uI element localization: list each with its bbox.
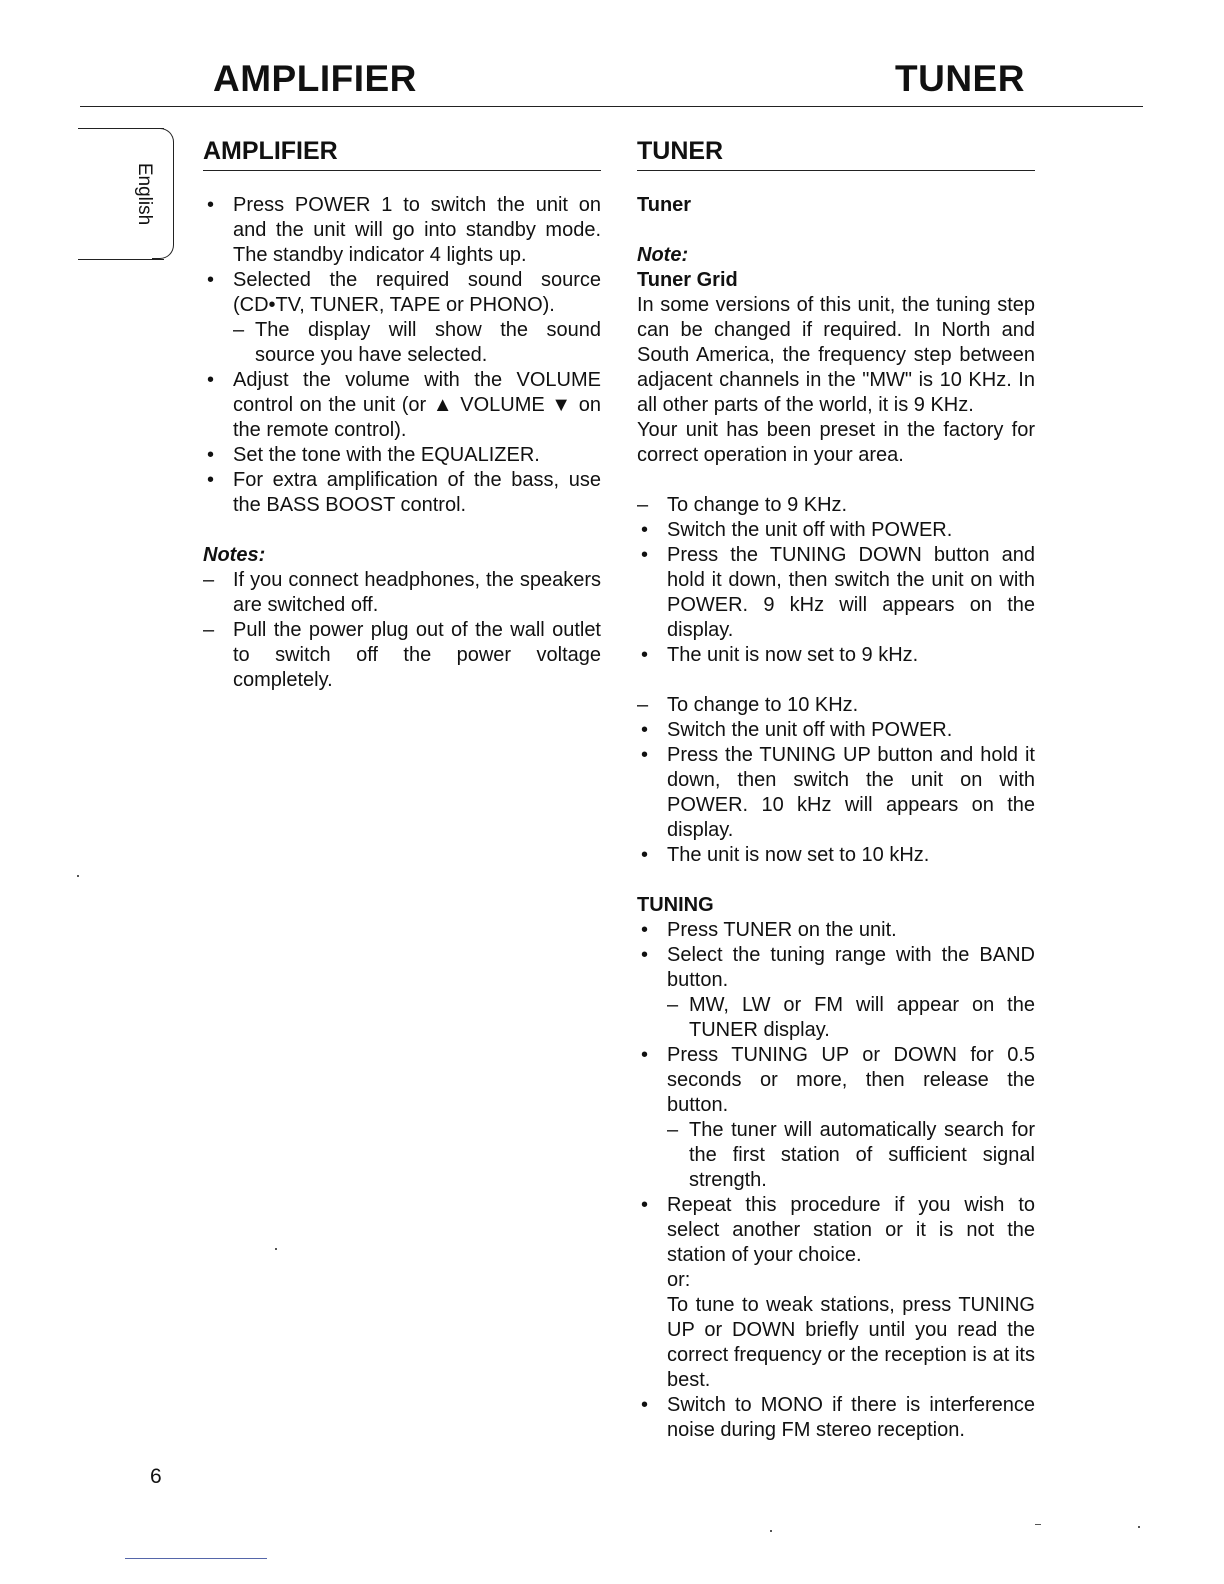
tuning-substeps (667, 1118, 1035, 1193)
spacer (203, 518, 601, 543)
change-10khz-step: • Press the TUNING UP button and hold it down, then switch the unit on with POWER. 10 kHz will appears on the display. (637, 743, 1035, 843)
spacer (637, 468, 1035, 493)
change-9khz-step: • The unit is now set to 9 kHz. (637, 643, 1035, 668)
tuner-subheading: Tuner (637, 194, 692, 216)
tuning-step (637, 1193, 1035, 1393)
language-tab-label: English (134, 162, 155, 226)
change-9khz-heading: – To change to 9 KHz. (637, 493, 1035, 518)
amplifier-substep: – The display will show the sound source you have selected. (233, 318, 601, 368)
header-right-title: TUNER (895, 58, 1025, 99)
tuning-step-text: Press TUNER on the unit. (667, 919, 897, 941)
amplifier-notes (203, 568, 601, 693)
tuning-step-text: • Repeat this procedure if you wish to select another station or it is not the station of your choice. (667, 1194, 1035, 1266)
amplifier-title: AMPLIFIER (203, 136, 601, 171)
amplifier-step-text: Adjust the volume with the VOLUME control on the unit (or ▲ VOLUME ▼ on the remote control). (233, 369, 601, 441)
header-rule (80, 106, 1143, 107)
tuner-column (637, 136, 1035, 1443)
tuning-step (637, 918, 1035, 943)
amplifier-step-text: Press POWER 1 to switch the unit on and the unit will go into standby mode. The standby indicator 4 lights up. (233, 194, 601, 266)
language-tab (78, 128, 174, 260)
scan-speck (77, 875, 79, 877)
scan-speck (770, 1530, 772, 1532)
amplifier-note: – Pull the power plug out of the wall outlet to switch off the power voltage completely. (203, 618, 601, 693)
change-9khz-step: • Press the TUNING DOWN button and hold it down, then switch the unit on with POWER. 9 kHz will appears on the display. (637, 543, 1035, 643)
page-number: 6 (150, 1465, 162, 1488)
tuning-step-text: Switch to MONO if there is interference noise during FM stereo reception. (667, 1394, 1035, 1441)
tuning-substep: – MW, LW or FM will appear on the TUNER display. (667, 993, 1035, 1043)
tuning-heading: TUNING (637, 894, 714, 916)
spacer (637, 218, 1035, 243)
tuning-substep: – The tuner will automatically search for the first station of sufficient signal strength. (667, 1118, 1035, 1193)
tuner-grid-text: In some versions of this unit, the tuning step can be changed if required. In North and South America, the frequency step between adjacent channels in the "MW" is 10 KHz. In all other parts of the world, it is 9 KHz. (637, 294, 1035, 416)
tuner-grid-heading: Tuner Grid (637, 269, 738, 291)
change-9khz-step: • Switch the unit off with POWER. (637, 518, 1035, 543)
amplifier-step (203, 443, 601, 468)
amplifier-step (203, 468, 601, 518)
tuning-step (637, 1043, 1035, 1193)
tab-bracket (152, 128, 174, 259)
spacer (637, 868, 1035, 893)
change-10khz-heading-list (637, 693, 1035, 718)
amplifier-notes-heading: Notes: (203, 544, 266, 566)
scan-speck (1138, 1526, 1140, 1528)
spacer (637, 668, 1035, 693)
change-9khz-steps (637, 518, 1035, 668)
tuning-or: or: (667, 1269, 691, 1291)
change-10khz-step: • The unit is now set to 10 kHz. (637, 843, 1035, 868)
scan-speck (275, 1248, 277, 1250)
amplifier-column (203, 136, 601, 693)
change-10khz-step: • Switch the unit off with POWER. (637, 718, 1035, 743)
header-left-title: AMPLIFIER (213, 58, 417, 99)
tuning-step (637, 943, 1035, 1043)
tab-bottom-line (78, 259, 164, 260)
amplifier-steps (203, 193, 601, 518)
tuner-preset-text: Your unit has been preset in the factory for correct operation in your area. (637, 419, 1035, 466)
tuner-title: TUNER (637, 136, 1035, 171)
tuning-step-text: Press TUNING UP or DOWN for 0.5 seconds or more, then release the button. (667, 1044, 1035, 1116)
tuning-steps (637, 918, 1035, 1443)
tuner-note-heading: Note: (637, 244, 689, 266)
change-9khz-heading-list (637, 493, 1035, 518)
amplifier-step-text: Selected the required sound source (CD•TV, TUNER, TAPE or PHONO). (233, 269, 601, 316)
tuning-step (637, 1393, 1035, 1443)
tuning-substeps (667, 993, 1035, 1043)
amplifier-step (203, 368, 601, 443)
amplifier-step (203, 268, 601, 368)
tuning-alt-text: To tune to weak stations, press TUNING UP or DOWN briefly until you read the correct frequency or the reception is at its best. (667, 1294, 1035, 1391)
amplifier-note: – If you connect headphones, the speakers are switched off. (203, 568, 601, 618)
change-10khz-steps (637, 718, 1035, 868)
amplifier-step-text: Set the tone with the EQUALIZER. (233, 444, 540, 466)
amplifier-step-text: For extra amplification of the bass, use the BASS BOOST control. (233, 469, 601, 516)
amplifier-step (203, 193, 601, 268)
amplifier-substeps (233, 318, 601, 368)
change-10khz-heading: – To change to 10 KHz. (637, 693, 1035, 718)
scan-speck (1035, 1524, 1041, 1525)
bottom-edge-line (125, 1558, 267, 1559)
tuning-step-text: Select the tuning range with the BAND button. (667, 944, 1035, 991)
